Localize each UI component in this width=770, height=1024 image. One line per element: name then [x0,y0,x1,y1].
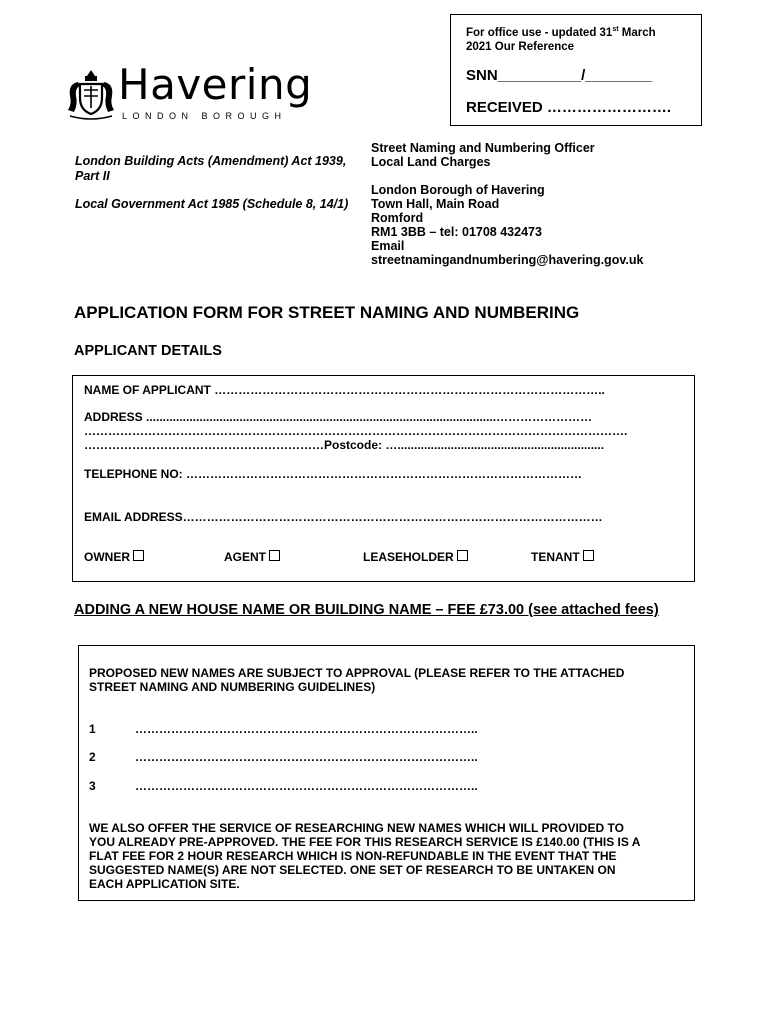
applicant-name-field[interactable]: NAME OF APPLICANT …………………………………………………………………………………….. [84,383,605,397]
snn-reference-field[interactable]: SNN__________/________ [466,67,652,84]
research-service-note: WE ALSO OFFER THE SERVICE OF RESEARCHING NEW NAMES WHICH WILL PROVIDED TO YOU ALREADY PRE-APPROVED. THE FEE FOR THIS RESEARCH SERVICE IS £140.00 (THIS IS A FLAT FEE FOR 2 HOUR RESEARCH WHICH IS NON-REFUNDABLE IN THE EVENT THAT THE SUGGESTED NAME(S) ARE NOT SELECTED. ONE SET OF RESEARCH TO BE UNTAKEN ON EACH APPLICATION SITE. [89,821,641,891]
leaseholder-checkbox[interactable] [457,550,468,561]
agent-checkbox[interactable] [269,550,280,561]
logo-wordmark: Havering [118,60,313,109]
council-address: Street Naming and Numbering Officer Local Land Charges London Borough of Havering Town Hall, Main Road Romford RM1 3BB – tel: 01708 432473 Email streetnamingandnumbering@havering.gov.uk [371,141,644,267]
office-use-box [450,14,702,126]
name-row-number: 3 [89,779,96,793]
proposed-name-field-2[interactable]: ………………………………………………………………………….. [135,750,478,764]
address-field-line1[interactable]: ADDRESS .........................................................................................................…………………… [84,410,593,424]
name-row-number: 2 [89,750,96,764]
applicant-details-box [72,375,695,582]
proposed-name-field-1[interactable]: ………………………………………………………………………….. [135,722,478,736]
legal-act-1939: London Building Acts (Amendment) Act 1939, Part II [75,154,347,183]
council-email: streetnamingandnumbering@havering.gov.uk [371,253,644,267]
option-agent[interactable]: AGENT [224,550,280,564]
havering-logo [66,60,326,126]
form-title: APPLICATION FORM FOR STREET NAMING AND NUMBERING [74,303,580,322]
office-use-text: For office use - updated 31st March 2021 Our Reference [466,26,656,53]
proposed-name-field-3[interactable]: ………………………………………………………………………….. [135,779,478,793]
email-field[interactable]: EMAIL ADDRESS…………………………………………………………………………………………… [84,510,603,524]
name-row-number: 1 [89,722,96,736]
tenant-checkbox[interactable] [583,550,594,561]
address-field-line2[interactable]: ………………………………………………………………………………………………………………………. [84,424,628,438]
fee-heading: ADDING A NEW HOUSE NAME OR BUILDING NAME – FEE £73.00 (see attached fees) [74,602,659,618]
havering-crest-icon [66,66,116,124]
option-owner[interactable]: OWNER [84,550,144,564]
logo-subtitle: LONDON BOROUGH [122,111,287,121]
applicant-details-heading: APPLICANT DETAILS [74,343,222,359]
approval-note: PROPOSED NEW NAMES ARE SUBJECT TO APPROVAL (PLEASE REFER TO THE ATTACHED STREET NAMING AND NUMBERING GUIDELINES) [89,666,625,694]
option-leaseholder[interactable]: LEASEHOLDER [363,550,468,564]
received-field[interactable]: RECEIVED ……………………. [466,99,672,116]
legal-act-1985: Local Government Act 1985 (Schedule 8, 14/1) [75,197,349,211]
address-postcode-field[interactable]: ……………………………………………………Postcode: ….............................................................. [84,438,605,452]
telephone-field[interactable]: TELEPHONE NO: ……………………………………………………………………………………… [84,467,583,481]
option-tenant[interactable]: TENANT [531,550,594,564]
proposed-names-box [78,645,695,901]
owner-checkbox[interactable] [133,550,144,561]
